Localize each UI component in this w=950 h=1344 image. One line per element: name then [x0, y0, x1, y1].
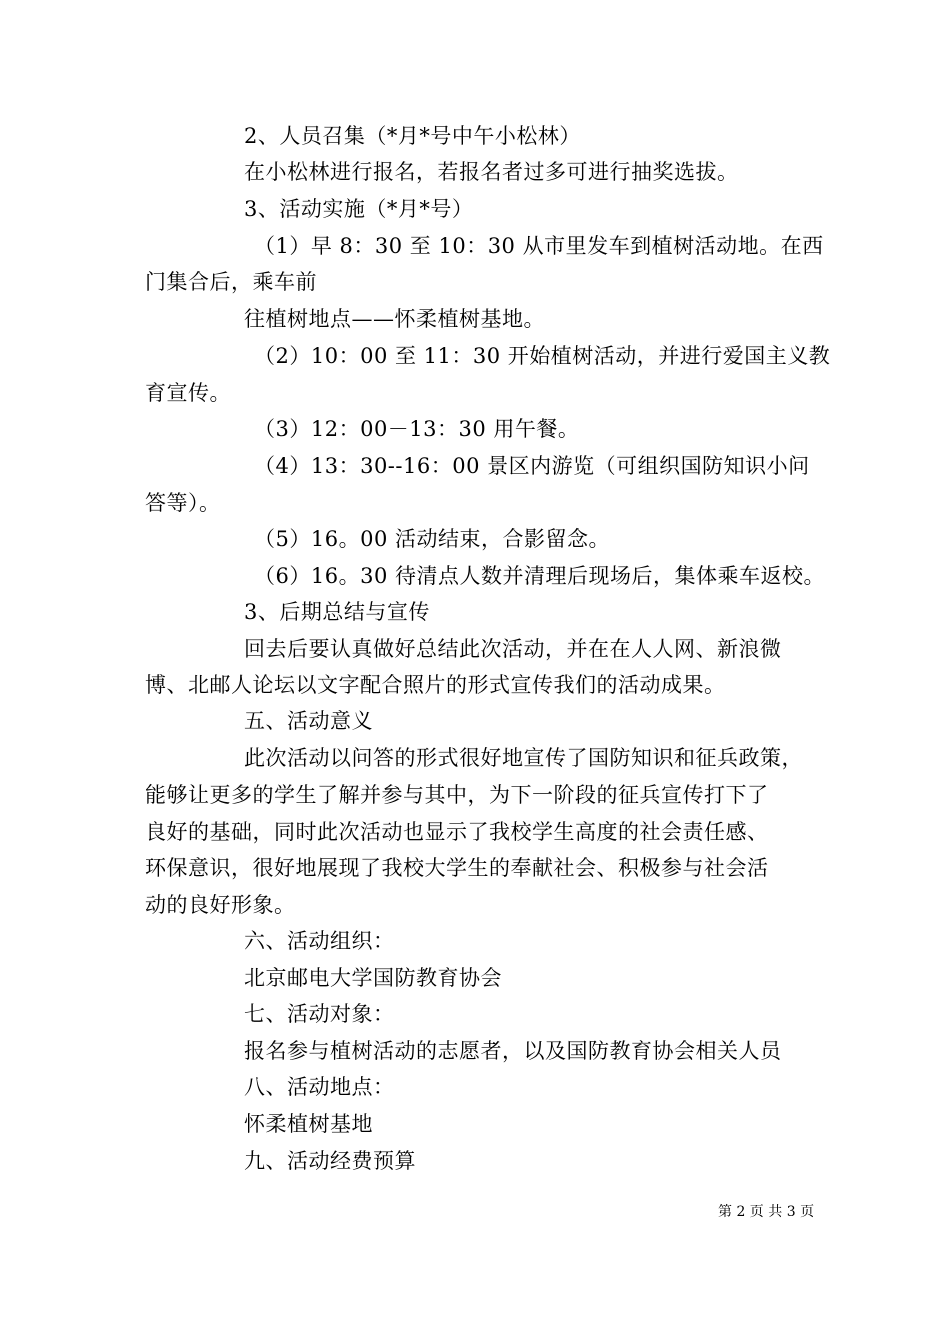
paragraph-line: 此次活动以问答的形式很好地宣传了国防知识和征兵政策，: [244, 746, 803, 770]
section-heading-location: 八、活动地点：: [244, 1075, 395, 1099]
section-heading-organizer: 六、活动组织：: [244, 929, 395, 953]
schedule-item-5: （5）16。00 活动结束，合影留念。: [254, 527, 610, 551]
paragraph-line: 北京邮电大学国防教育协会: [244, 966, 502, 990]
schedule-item-4: （4）13：30--16：00 景区内游览（可组织国防知识小问: [254, 454, 810, 478]
paragraph-line: 报名参与植树活动的志愿者，以及国防教育协会相关人员: [244, 1039, 782, 1063]
schedule-item-3: （3）12：00－13：30 用午餐。: [254, 417, 580, 441]
section-heading-audience: 七、活动对象：: [244, 1002, 395, 1026]
paragraph-line: 往植树地点——怀柔植树基地。: [244, 307, 545, 331]
schedule-item-2: （2）10：00 至 11：30 开始植树活动，并进行爱国主义教: [254, 344, 831, 368]
paragraph-line: 门集合后，乘车前: [145, 270, 317, 294]
paragraph-line: 环保意识，很好地展现了我校大学生的奉献社会、积极参与社会活: [145, 856, 769, 880]
paragraph-line: 育宣传。: [145, 381, 231, 405]
paragraph-line: 能够让更多的学生了解并参与其中，为下一阶段的征兵宣传打下了: [145, 783, 769, 807]
section-heading-implementation: 3、活动实施（*月*号）: [244, 197, 474, 221]
paragraph-line: 博、北邮人论坛以文字配合照片的形式宣传我们的活动成果。: [145, 673, 726, 697]
paragraph-line: 在小松林进行报名，若报名者过多可进行抽奖选拔。: [244, 160, 739, 184]
section-heading-significance: 五、活动意义: [244, 709, 373, 733]
paragraph-line: 良好的基础，同时此次活动也显示了我校学生高度的社会责任感、: [145, 820, 769, 844]
paragraph-line: 动的良好形象。: [145, 893, 296, 917]
section-heading-summary: 3、后期总结与宣传: [244, 600, 430, 624]
paragraph-line: 怀柔植树基地: [244, 1112, 373, 1136]
schedule-item-1: （1）早 8：30 至 10：30 从市里发车到植树活动地。在西: [254, 234, 824, 258]
paragraph-line: 回去后要认真做好总结此次活动，并在在人人网、新浪微: [244, 637, 782, 661]
schedule-item-6: （6）16。30 待清点人数并清理后现场后，集体乘车返校。: [254, 564, 825, 588]
section-heading-budget: 九、活动经费预算: [244, 1149, 416, 1173]
section-heading-personnel: 2、人员召集（*月*号中午小松林）: [244, 124, 581, 148]
paragraph-line: 答等）。: [145, 491, 221, 515]
page-number-footer: 第 2 页 共 3 页: [718, 1204, 815, 1220]
